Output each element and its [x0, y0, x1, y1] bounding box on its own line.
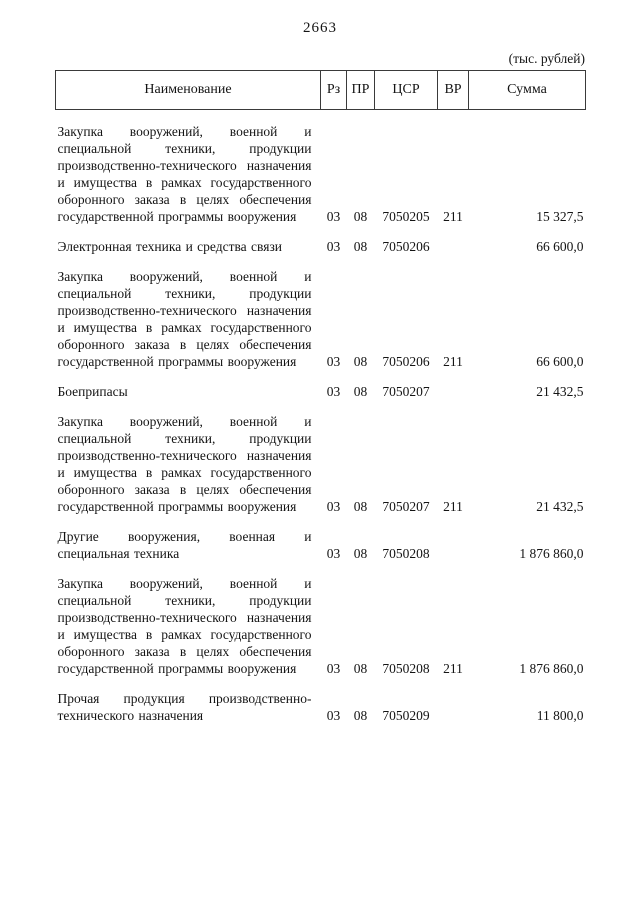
- sum-cell: 1 876 860,0: [519, 546, 584, 561]
- pr-cell: 08: [353, 661, 368, 676]
- table-row: [56, 370, 586, 400]
- name-cell: Боеприпасы: [57, 384, 128, 399]
- rz-cell: 03: [326, 209, 341, 224]
- csr-cell: 7050207: [382, 499, 430, 514]
- csr-cell: 7050205: [382, 209, 430, 224]
- rz-cell: 03: [326, 354, 341, 369]
- vr-cell: 211: [443, 661, 463, 676]
- header-sum: Сумма: [469, 71, 586, 110]
- table-row: [56, 677, 586, 724]
- table-body: [56, 110, 586, 725]
- vr-cell: 211: [443, 209, 463, 224]
- sum-cell: 11 800,0: [536, 708, 584, 723]
- sum-cell: 66 600,0: [536, 239, 584, 254]
- table-header-row: [56, 71, 586, 110]
- csr-cell: 7050207: [382, 384, 430, 399]
- table-row: [56, 225, 586, 255]
- csr-cell: 7050208: [382, 661, 430, 676]
- rz-cell: 03: [326, 239, 341, 254]
- pr-cell: 08: [353, 209, 368, 224]
- vr-cell: 211: [443, 499, 463, 514]
- table-row: [56, 400, 586, 515]
- header-vr: ВР: [438, 71, 469, 110]
- vr-cell: [438, 225, 469, 255]
- rz-cell: 03: [326, 546, 341, 561]
- csr-cell: 7050209: [382, 708, 430, 723]
- rz-cell: 03: [326, 708, 341, 723]
- sum-cell: 15 327,5: [536, 209, 584, 224]
- csr-cell: 7050206: [382, 354, 430, 369]
- rz-cell: 03: [326, 661, 341, 676]
- header-name: Наименование: [56, 71, 321, 110]
- csr-cell: 7050208: [382, 546, 430, 561]
- sum-cell: 21 432,5: [536, 499, 584, 514]
- pr-cell: 08: [353, 239, 368, 254]
- units-note: (тыс. рублей): [508, 51, 585, 66]
- table-header: [56, 71, 586, 110]
- pr-cell: 08: [353, 384, 368, 399]
- name-cell: Закупка вооружений, военной и специальной техники, продукции производственно-технического назначения и имущества в рамках государственного оборонного заказа в целях обеспечения государственной программы вооружения: [57, 124, 312, 224]
- header-rz: Рз: [321, 71, 347, 110]
- header-pr: ПР: [347, 71, 375, 110]
- name-cell: Другие вооружения, военная и специальная техника: [57, 529, 312, 561]
- rz-cell: 03: [326, 384, 341, 399]
- table-row: [56, 562, 586, 677]
- pr-cell: 08: [353, 354, 368, 369]
- pr-cell: 08: [353, 708, 368, 723]
- vr-cell: [438, 677, 469, 724]
- rz-cell: 03: [326, 499, 341, 514]
- name-cell: Закупка вооружений, военной и специальной техники, продукции производственно-технического назначения и имущества в рамках государственного оборонного заказа в целях обеспечения государственной программы вооружения: [57, 414, 312, 514]
- name-cell: Закупка вооружений, военной и специальной техники, продукции производственно-технического назначения и имущества в рамках государственного оборонного заказа в целях обеспечения государственной программы вооружения: [57, 269, 312, 369]
- vr-cell: 211: [443, 354, 463, 369]
- sum-cell: 21 432,5: [536, 384, 584, 399]
- pr-cell: 08: [353, 499, 368, 514]
- table-row: [56, 515, 586, 562]
- name-cell: Электронная техника и средства связи: [57, 239, 283, 254]
- page-number: 2663: [303, 20, 337, 36]
- sum-cell: 66 600,0: [536, 354, 584, 369]
- name-cell: Прочая продукция производственно-технического назначения: [57, 691, 312, 723]
- pr-cell: 08: [353, 546, 368, 561]
- vr-cell: [438, 515, 469, 562]
- name-cell: Закупка вооружений, военной и специальной техники, продукции производственно-технического назначения и имущества в рамках государственного оборонного заказа в целях обеспечения государственной программы вооружения: [57, 576, 312, 676]
- sum-cell: 1 876 860,0: [519, 661, 584, 676]
- budget-table: [55, 70, 586, 724]
- csr-cell: 7050206: [382, 239, 430, 254]
- table-row: [56, 255, 586, 370]
- vr-cell: [438, 370, 469, 400]
- header-csr: ЦСР: [375, 71, 438, 110]
- table-row: [56, 110, 586, 226]
